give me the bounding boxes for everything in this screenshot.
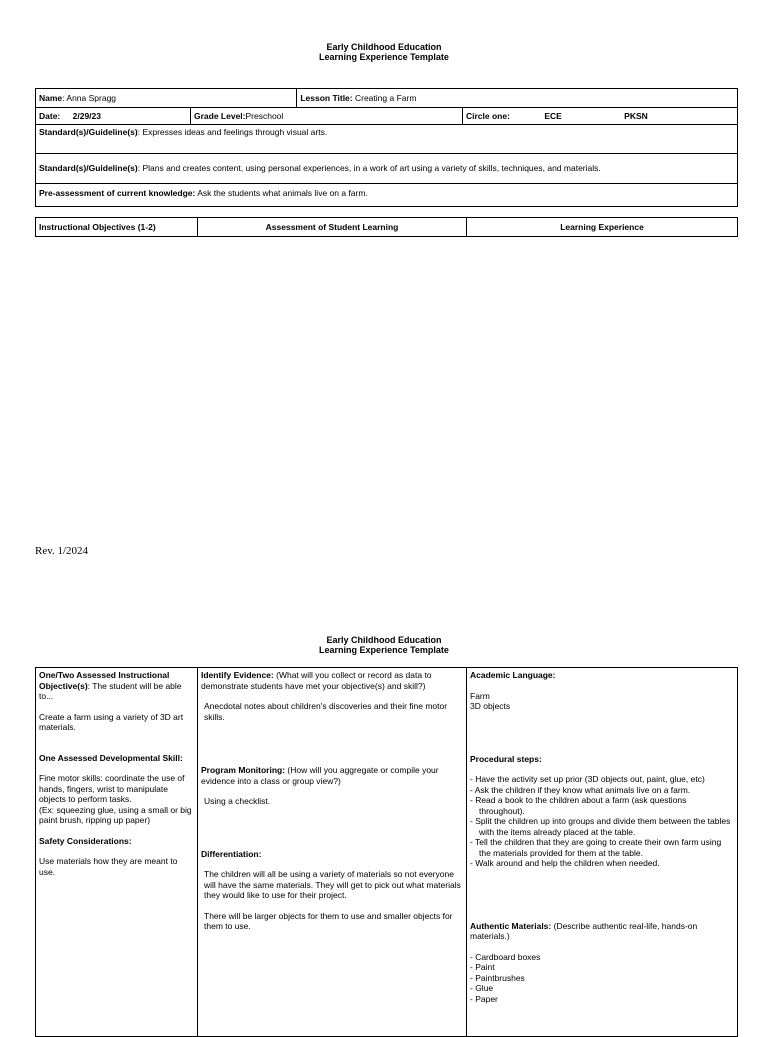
title-line1: Early Childhood Education <box>326 42 442 52</box>
procedural-step: - Tell the children that they are going to create their own farm using the materials provided for them at the table. <box>470 837 722 858</box>
standard-1-value: : Expresses ideas and feelings through visual arts. <box>137 127 328 137</box>
safety-text: Use materials how they are meant to use. <box>39 856 178 877</box>
info-table <box>35 88 738 207</box>
standard-1-cell <box>36 125 738 154</box>
developmental-skill-label: One Assessed Developmental Skill: <box>39 752 183 763</box>
material-item: - Paint <box>470 962 495 972</box>
grade-value: Preschool <box>245 110 284 121</box>
pre-assessment-label: Pre-assessment of current knowledge: <box>39 188 196 198</box>
circle-option-ece: ECE <box>544 110 562 121</box>
learning-experience-column <box>467 668 738 1037</box>
procedural-step: - Split the children up into groups and divide them between the tables with the items already placed at the table. <box>470 816 731 837</box>
evidence-text: Anecdotal notes about children's discoveries and their fine motor skills. <box>204 701 448 722</box>
evidence-prompt: (What will you collect or record as data to demonstrate students have met your objective(s) and skill?) <box>201 670 432 691</box>
material-item: - Glue <box>470 983 494 993</box>
pre-assessment-cell <box>36 184 738 207</box>
date-cell <box>36 108 191 125</box>
pre-assessment-value: Ask the students what animals live on a farm. <box>195 188 368 198</box>
objective-label: One/Two Assessed Instructional Objective(s) <box>39 670 170 691</box>
monitoring-prompt: (How will you aggregate or compile your evidence into a class or group view?) <box>201 765 439 786</box>
lesson-label: Lesson Title: <box>300 92 353 103</box>
standard-2-value: : Plans and creates content, using personal experiences, in a work of art using a variety of skills, techniques, and materials. <box>137 163 601 174</box>
academic-language-label: Academic Language: <box>470 670 556 680</box>
name-value: : Anna Spragg <box>62 92 117 103</box>
date-label: Date: <box>39 110 61 121</box>
page-title <box>0 42 768 62</box>
standard-2-cell <box>36 154 738 184</box>
column-header-table <box>35 217 738 237</box>
procedural-steps-list <box>470 774 734 869</box>
differentiation-text-2: There will be larger objects for them to use and smaller objects for them to use. <box>204 910 453 931</box>
lesson-cell <box>297 89 738 108</box>
column-learning-experience: Learning Experience <box>467 218 738 237</box>
objectives-column <box>36 668 198 1037</box>
monitoring-label: Program Monitoring: <box>201 765 286 775</box>
column-assessment: Assessment of Student Learning <box>198 218 467 237</box>
procedural-step: - Walk around and help the children when needed. <box>470 858 660 868</box>
objective-text: Create a farm using a variety of 3D art materials. <box>39 711 184 732</box>
authentic-materials-prompt: (Describe authentic real-life, hands-on materials.) <box>470 920 698 941</box>
circle-option-pksn: PKSN <box>624 110 648 121</box>
authentic-materials-label: Authentic Materials: <box>470 920 552 931</box>
page-2-title-line1: Early Childhood Education <box>326 635 442 645</box>
procedural-step: - Have the activity set up prior (3D objects out, paint, glue, etc) <box>470 774 705 784</box>
differentiation-text-1: The children will all be using a variety of materials so not everyone will have the same materials. They will get to pick out what materials they would like to use for their project. <box>204 869 461 900</box>
material-item: - Paper <box>470 993 498 1004</box>
procedural-step: - Read a book to the children about a farm (ask questions throughout). <box>470 795 687 816</box>
name-cell <box>36 89 297 108</box>
procedural-step: - Ask the children if they know what animals live on a farm. <box>470 784 691 795</box>
differentiation-label: Differentiation: <box>201 848 262 859</box>
authentic-materials-list <box>470 952 734 1005</box>
circle-cell <box>463 108 738 125</box>
page-2-title-line2: Learning Experience Template <box>319 645 449 655</box>
material-item: - Paintbrushes <box>470 972 525 983</box>
monitoring-text: Using a checklist. <box>204 796 271 806</box>
assessment-column <box>198 668 467 1037</box>
circle-label: Circle one: <box>466 110 510 121</box>
developmental-skill-text: Fine motor skills: coordinate the use of hands, fingers, wrist to manipulate objects to perform tasks. <box>39 773 185 804</box>
material-item: - Cardboard boxes <box>470 951 541 962</box>
lesson-value: Creating a Farm <box>352 92 417 103</box>
developmental-skill-example: (Ex: squeezing glue, using a small or big paint brush, ripping up paper) <box>39 804 192 825</box>
standard-2-label: Standard(s)/Guideline(s) <box>39 163 138 174</box>
academic-item: 3D objects <box>470 701 511 711</box>
column-objectives: Instructional Objectives (1-2) <box>36 218 198 237</box>
grade-cell <box>191 108 463 125</box>
page-2-title <box>0 635 768 655</box>
safety-label: Safety Considerations: <box>39 835 132 846</box>
objective-prompt: : The student will be able to... <box>39 680 182 701</box>
name-label: Name <box>39 92 63 103</box>
evidence-label: Identify Evidence: <box>201 670 274 680</box>
grade-label: Grade Level: <box>194 110 246 121</box>
procedural-steps-label: Procedural steps: <box>470 753 542 764</box>
title-line2: Learning Experience Template <box>319 52 449 62</box>
date-value: 2/29/23 <box>72 110 102 121</box>
lesson-plan-table <box>35 667 738 1037</box>
academic-item: Farm <box>470 690 490 701</box>
standard-1-label: Standard(s)/Guideline(s) <box>39 127 138 137</box>
revision-label: Rev. 1/2024 <box>35 545 89 557</box>
